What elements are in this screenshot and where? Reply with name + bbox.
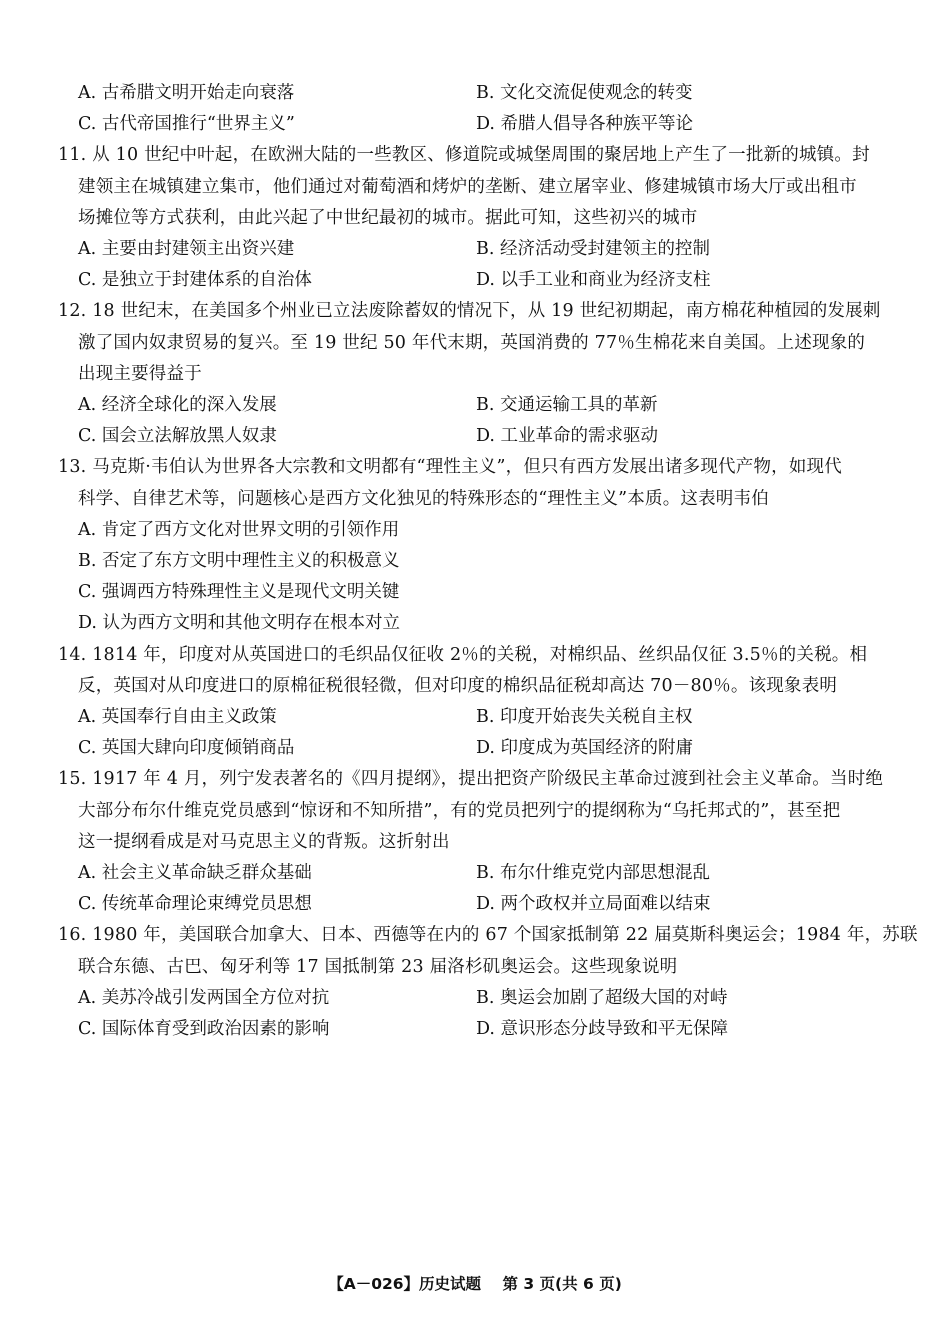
option-row — [58, 858, 904, 889]
option-row — [58, 78, 904, 109]
option-row — [58, 733, 904, 764]
question-stem-line: 16. 1980 年，美国联合加拿大、日本、西德等在内的 67 个国家抵制第 22 届莫斯科奥运会；1984 年，苏联 — [58, 925, 918, 946]
option-a: A. 美苏冷战引发两国全方位对抗 — [78, 987, 330, 1008]
option-b: B. 奥运会加剧了超级大国的对峙 — [476, 987, 728, 1008]
option-row — [58, 109, 904, 140]
question-11 — [58, 140, 904, 296]
option-b: B. 文化交流促使观念的转变 — [476, 83, 693, 103]
option-d: D. 认为西方文明和其他文明存在根本对立 — [78, 613, 401, 634]
question-stem-line: 出现主要得益于 — [78, 363, 202, 384]
option-row — [58, 702, 904, 733]
page-content — [58, 78, 918, 1045]
question-stem-line: 这一提纲看成是对马克思主义的背叛。这折射出 — [78, 831, 450, 852]
question-stem-line: 激了国内奴隶贸易的复兴。至 19 世纪 50 年代末期，英国消费的 77％生棉花来自美国。上述现象的 — [78, 332, 866, 353]
question-stem-line: 建领主在城镇建立集市，他们通过对葡萄酒和烤炉的垄断、建立屠宰业、修建城镇市场大厅或出租市 — [78, 176, 857, 197]
option-row — [58, 234, 904, 265]
option-c: C. 传统革命理论束缚党员思想 — [78, 894, 312, 915]
option-a: A. 肯定了西方文化对世界文明的引领作用 — [78, 519, 400, 540]
option-row — [58, 265, 904, 296]
question-10-options — [58, 78, 904, 140]
option-row — [58, 390, 904, 421]
question-stem-line: 14. 1814 年，印度对从英国进口的毛织品仅征收 2％的关税，对棉织品、丝织品仅征 3.5％的关税。相 — [58, 644, 868, 665]
option-row — [58, 1014, 904, 1045]
option-a: A. 主要由封建领主出资兴建 — [78, 239, 295, 260]
question-stem-line: 科学、自律艺术等，问题核心是西方文化独见的特殊形态的“理性主义”本质。这表明韦伯 — [78, 488, 769, 509]
option-b: B. 否定了东方文明中理性主义的积极意义 — [78, 551, 400, 572]
option-a: A. 古希腊文明开始走向衰落 — [78, 83, 295, 103]
option-c: C. 国际体育受到政治因素的影响 — [78, 1019, 330, 1040]
question-stem-line: 13. 马克斯·韦伯认为世界各大宗教和文明都有“理性主义”，但只有西方发展出诸多现代产物，如现代 — [58, 457, 842, 478]
option-a: A. 社会主义革命缺乏群众基础 — [78, 863, 312, 884]
question-12 — [58, 296, 904, 452]
option-c: C. 古代帝国推行“世界主义” — [78, 114, 295, 135]
option-a: A. 经济全球化的深入发展 — [78, 395, 277, 416]
option-d: D. 印度成为英国经济的附庸 — [476, 738, 694, 759]
option-d: D. 希腊人倡导各种族平等论 — [476, 114, 694, 135]
option-row — [58, 983, 904, 1014]
option-row — [58, 889, 904, 920]
option-d: D. 工业革命的需求驱动 — [476, 426, 659, 447]
option-a: A. 英国奉行自由主义政策 — [78, 707, 277, 728]
option-d: D. 意识形态分歧导致和平无保障 — [476, 1019, 729, 1040]
question-15 — [58, 764, 904, 920]
option-c: C. 是独立于封建体系的自治体 — [78, 270, 312, 291]
question-13 — [58, 452, 904, 639]
question-stem-line: 反，英国对从印度进口的原棉征税很轻微，但对印度的棉织品征税却高达 70－80％。该现象表明 — [78, 675, 838, 696]
option-b: B. 布尔什维克党内部思想混乱 — [476, 863, 710, 884]
page-footer — [0, 1272, 950, 1294]
option-c: C. 强调西方特殊理性主义是现代文明关键 — [78, 582, 400, 603]
option-d: D. 以手工业和商业为经济支柱 — [476, 270, 711, 291]
question-16 — [58, 920, 918, 1045]
option-row — [58, 421, 904, 452]
option-c: C. 国会立法解放黑人奴隶 — [78, 426, 277, 447]
question-14 — [58, 640, 904, 765]
option-b: B. 印度开始丧失关税自主权 — [476, 707, 693, 728]
option-b: B. 交通运输工具的革新 — [476, 395, 658, 416]
page-number: 第 3 页(共 6 页) — [502, 1275, 622, 1293]
question-stem-line: 场摊位等方式获利，由此兴起了中世纪最初的城市。据此可知，这些初兴的城市 — [78, 207, 698, 228]
question-stem-line: 12. 18 世纪末，在美国多个州业已立法废除蓄奴的情况下，从 19 世纪初期起，南方棉花种植园的发展刺 — [58, 301, 881, 322]
option-c: C. 英国大肆向印度倾销商品 — [78, 738, 295, 759]
option-d: D. 两个政权并立局面难以结束 — [476, 894, 711, 915]
question-stem-line: 11. 从 10 世纪中叶起，在欧洲大陆的一些教区、修道院或城堡周围的聚居地上产生了一批新的城镇。封 — [58, 145, 870, 166]
question-stem-line: 联合东德、古巴、匈牙利等 17 国抵制第 23 届洛杉矶奥运会。这些现象说明 — [78, 956, 678, 977]
question-stem-line: 15. 1917 年 4 月，列宁发表著名的《四月提纲》，提出把资产阶级民主革命过渡到社会主义革命。当时绝 — [58, 769, 884, 790]
exam-code: 【A－026】历史试题 — [328, 1275, 482, 1293]
question-stem-line: 大部分布尔什维克党员感到“惊讶和不知所措”，有的党员把列宁的提纲称为“乌托邦式的”，甚至把 — [78, 800, 841, 821]
option-b: B. 经济活动受封建领主的控制 — [476, 239, 710, 260]
